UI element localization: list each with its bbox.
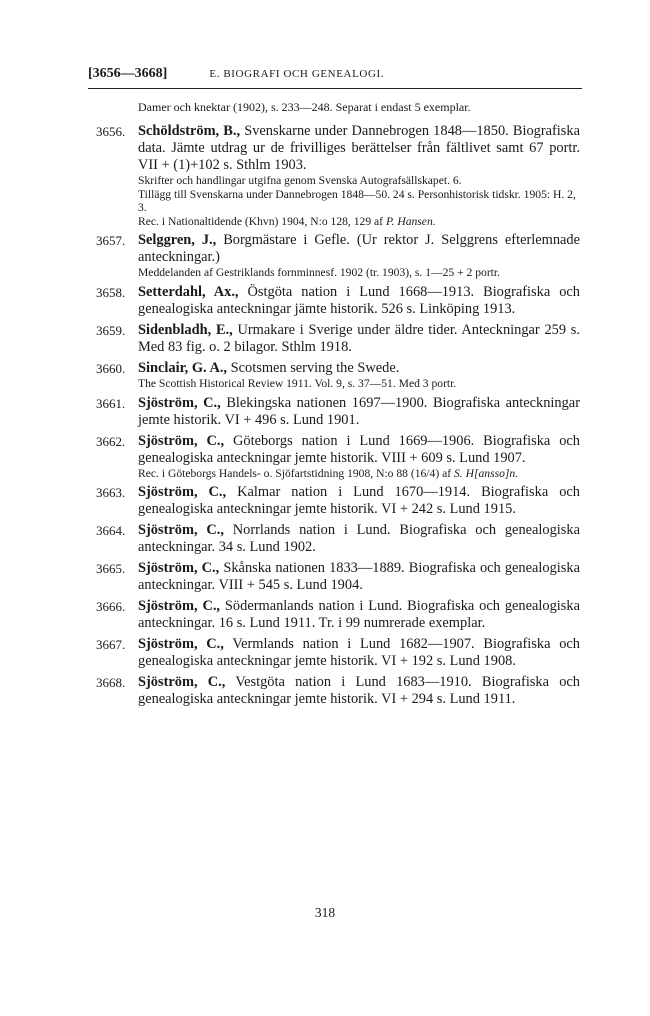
reviewer-name: S. H[ansso]n. <box>454 466 519 480</box>
author-name: Selggren, J., <box>138 232 217 249</box>
author-name: Sjöström, C., <box>138 598 221 615</box>
citation-text: Urmakare i Sverige under äldre tider. Anteckningar 259 s. Med 83 fig. o. 2 bilagor. Sthlm 1918. <box>138 321 580 355</box>
entry-citation <box>138 674 580 708</box>
bibliography-entry <box>96 522 580 556</box>
entry-note <box>138 467 580 481</box>
author-name: Sjöström, C., <box>138 432 225 449</box>
entry-number: 3664. <box>96 523 126 539</box>
author-name: Sjöström, C., <box>138 522 224 539</box>
author-name: Sjöström, C., <box>138 484 227 501</box>
note-text: Skrifter och handlingar utgifna genom Svenska Autografsällskapet. 6. <box>138 174 462 187</box>
citation-text: Svenskarne under Dannebrogen 1848—1850. Biografiska data. Jämte utdrag ur de frivilliges berättelser från fältlivet samt 67 portr. VII + (1)+102 s. Sthlm 1903. <box>138 123 580 173</box>
entry-citation <box>138 636 580 670</box>
citation-text: Vestgöta nation i Lund 1683—1910. Biografiska och genealogiska anteckningar jemte historik. VI + 294 s. Lund 1911. <box>138 674 580 708</box>
note-text: Tillägg till Svenskarna under Dannebrogen 1848—50. 24 s. Personhistorisk tidskr. 1905: H. 2, 3. <box>138 187 576 215</box>
bibliography-entry <box>96 484 580 518</box>
citation-text: Södermanlands nation i Lund. Biografiska och genealogiska anteckningar. 16 s. Lund 1911. Tr. i 99 numrerade exemplar. <box>138 598 580 632</box>
running-header <box>88 66 582 89</box>
entry-number: 3668. <box>96 675 126 691</box>
entry-citation <box>138 433 580 467</box>
bibliography-entry <box>96 232 580 280</box>
citation-text: Scotsmen serving the Swede. <box>230 359 400 376</box>
bibliography-entry <box>96 560 580 594</box>
bibliography-entry <box>96 636 580 670</box>
entry-number: 3656. <box>96 124 126 139</box>
entry-citation <box>138 598 580 632</box>
entry-citation <box>138 322 580 356</box>
note-text: The Scottish Historical Review 1911. Vol. 9, s. 37—51. Med 3 portr. <box>138 376 457 390</box>
entry-number: 3661. <box>96 395 126 411</box>
bibliography-entry <box>96 433 580 481</box>
entry-citation <box>138 284 580 318</box>
entry-citation <box>138 232 580 266</box>
entry-note <box>138 266 580 280</box>
entry-number: 3663. <box>96 485 126 501</box>
citation-text: Norrlands nation i Lund. Biografiska och genealogiska anteckningar. 34 s. Lund 1902. <box>138 522 580 556</box>
author-name: Sinclair, G. A., <box>138 359 228 376</box>
author-name: Schöldström, B., <box>138 123 241 139</box>
note-text: Rec. i Nationaltidende (Khvn) 1904, N:o 128, 129 af <box>138 214 384 228</box>
continued-note <box>96 100 580 115</box>
author-name: Sjöström, C., <box>138 636 224 653</box>
bibliography-entry <box>96 674 580 708</box>
entry-citation <box>138 360 580 377</box>
entry-citation <box>138 123 580 174</box>
citation-text: Kalmar nation i Lund 1670—1914. Biografiska och genealogiska anteckningar jemte historik. VI + 242 s. Lund 1915. <box>138 484 580 518</box>
author-name: Sjöström, C., <box>138 674 226 691</box>
entry-number: 3662. <box>96 433 126 449</box>
bibliography-entry <box>96 360 580 391</box>
citation-text: Borgmästare i Gefle. (Ur rektor J. Selggrens efterlemnade anteckningar.) <box>138 232 580 266</box>
intro-line: Damer och knektar (1902), s. 233—248. Separat i endast 5 <box>138 100 421 114</box>
entry-number: 3667. <box>96 637 126 653</box>
entries <box>96 123 580 708</box>
note-text: Meddelanden af Gestriklands fornminnesf. 1902 (tr. 1903), s. 1—25 + 2 portr. <box>138 266 501 280</box>
citation-text: Skånska nationen 1833—1889. Biografiska och genealogiska anteckningar. VIII + 545 s. Lund 1904. <box>138 560 580 594</box>
citation-text: Östgöta nation i Lund 1668—1913. Biografiska och genealogiska anteckningar jämte historik. 526 s. Linköping 1913. <box>138 283 580 317</box>
entry-citation <box>138 395 580 429</box>
entry-note <box>138 188 580 215</box>
intro-line: exemplar. <box>423 100 471 114</box>
entry-citation <box>138 560 580 594</box>
entry-note <box>138 377 580 391</box>
entry-number: 3659. <box>96 322 126 338</box>
author-name: Sjöström, C., <box>138 394 221 411</box>
note-text: Rec. i Göteborgs Handels- o. Sjöfartstidning 1908, N:o 88 (16/4) af <box>138 466 452 480</box>
citation-text: Göteborgs nation i Lund 1669—1906. Biografiska och genealogiska anteckningar jemte historik. VIII + 609 s. Lund 1907. <box>138 432 580 466</box>
citation-text: Vermlands nation i Lund 1682—1907. Biografiska och genealogiska anteckningar jemte historik. VI + 192 s. Lund 1908. <box>138 636 580 670</box>
entry-range: [3656—3668] <box>88 66 168 81</box>
author-name: Sjöström, C., <box>138 560 220 577</box>
bibliography-entry <box>96 395 580 429</box>
entry-number: 3658. <box>96 284 126 300</box>
bibliography-list <box>96 100 580 712</box>
author-name: Setterdahl, Ax., <box>138 283 239 300</box>
entry-citation <box>138 484 580 518</box>
entry-number: 3666. <box>96 599 126 615</box>
section-title: E. BIOGRAFI OCH GENEALOGI. <box>209 68 385 80</box>
entry-number: 3665. <box>96 561 126 577</box>
bibliography-entry <box>96 284 580 318</box>
reviewer-name: P. Hansen. <box>385 214 436 228</box>
entry-note <box>138 174 580 188</box>
page-number: 318 <box>314 905 336 920</box>
bibliography-entry <box>96 123 580 228</box>
entry-number: 3657. <box>96 233 126 249</box>
bibliography-entry <box>96 322 580 356</box>
bibliography-entry <box>96 598 580 632</box>
entry-note <box>138 215 580 229</box>
entry-citation <box>138 522 580 556</box>
author-name: Sidenbladh, E., <box>138 321 233 338</box>
entry-number: 3660. <box>96 360 126 376</box>
citation-text: Blekingska nationen 1697—1900. Biografiska anteckningar jemte historik. VI + 496 s. Lund 1901. <box>138 394 580 428</box>
